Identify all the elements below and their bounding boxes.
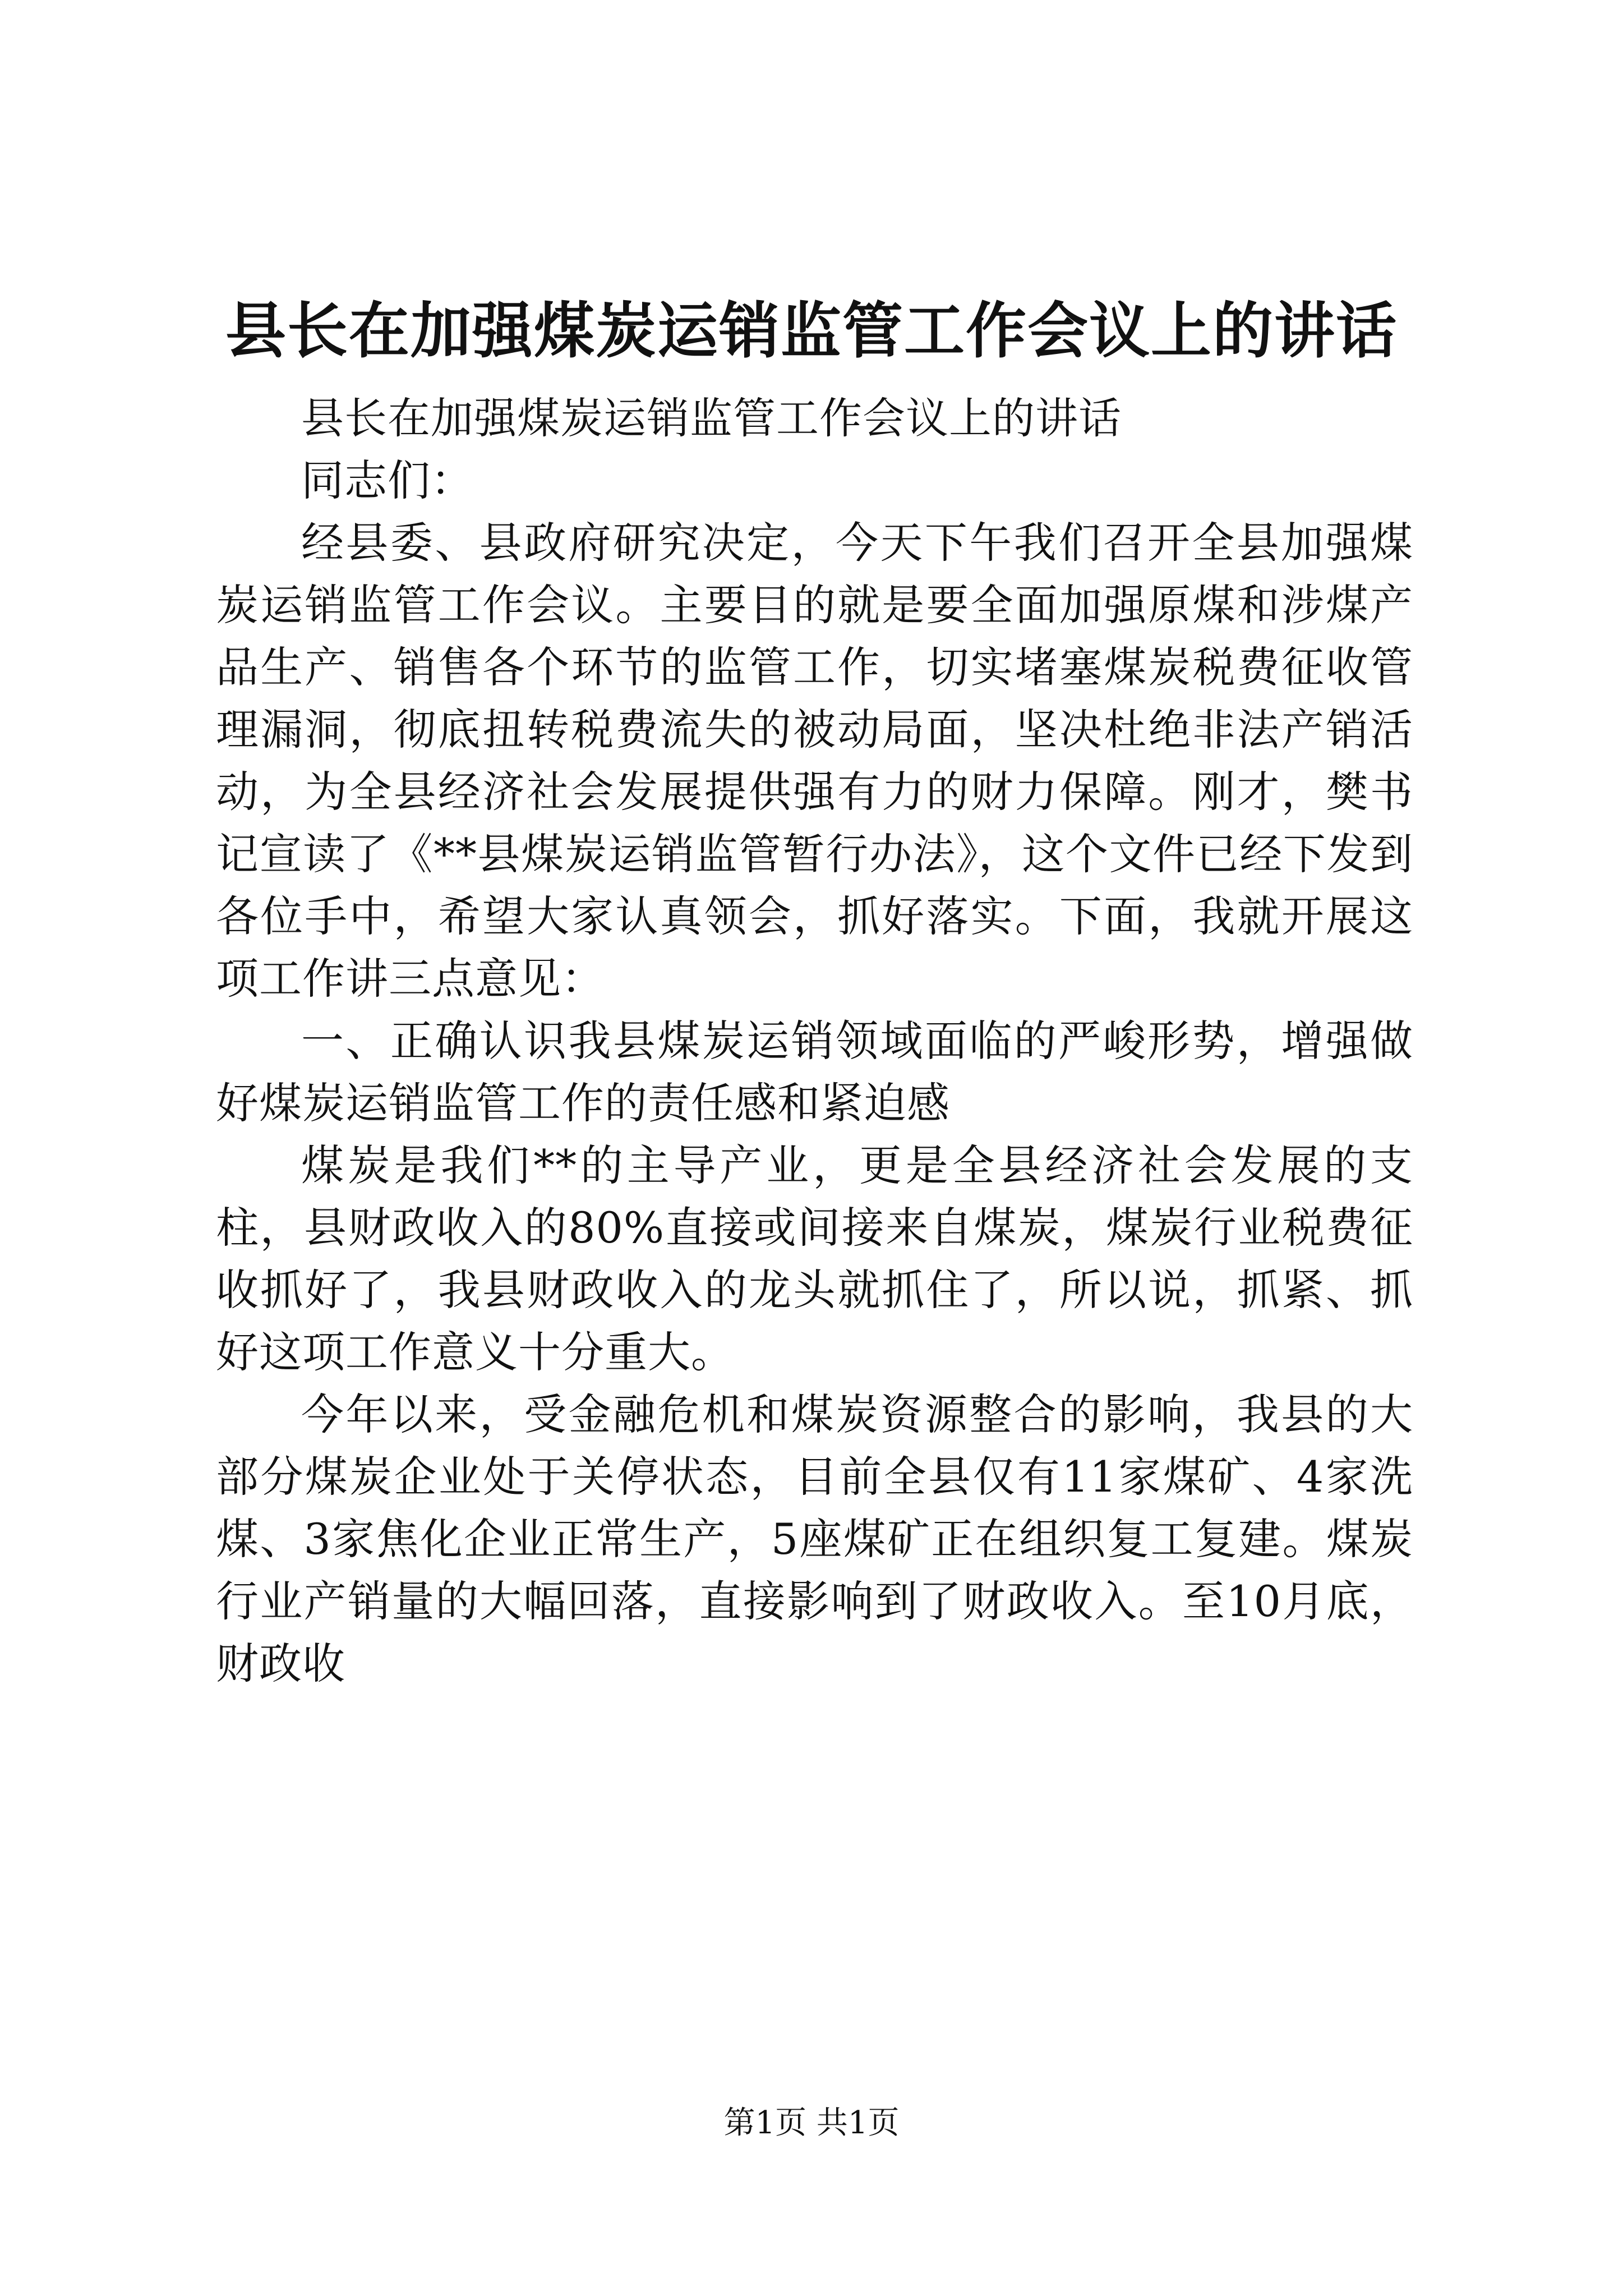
salutation-paragraph: 同志们： — [301, 455, 474, 505]
section-heading-one: 一、正确认识我县煤炭运销领域面临的严峻形势，增强做好煤炭运销监管工作的责任感和紧迫感 — [216, 1016, 1413, 1128]
subtitle-paragraph: 县长在加强煤炭运销监管工作会议上的讲话 — [301, 393, 1122, 443]
body-paragraph: 煤炭是我们**的主导产业，更是全县经济社会发展的支柱，县财政收入的80%直接或间接来自煤炭，煤炭行业税费征收抓好了，我县财政收入的龙头就抓住了，所以说，抓紧、抓好这项工作意义十分重大。 — [216, 1140, 1413, 1377]
document-title: 县长在加强煤炭运销监管工作会议上的讲话 — [225, 296, 1398, 366]
body-paragraph: 今年以来，受金融危机和煤炭资源整合的影响，我县的大部分煤炭企业处于关停状态，目前全县仅有11家煤矿、4家洗煤、3家焦化企业正常生产，5座煤矿正在组织复工复建。煤炭行业产销量的大幅回落，直接影响到了财政收入。至10月底，财政收 — [216, 1389, 1413, 1688]
intro-paragraph: 经县委、县政府研究决定，今天下午我们召开全县加强煤炭运销监管工作会议。主要目的就是要全面加强原煤和涉煤产品生产、销售各个环节的监管工作，切实堵塞煤炭税费征收管理漏洞，彻底扭转税费流失的被动局面，坚决杜绝非法产销活动，为全县经济社会发展提供强有力的财力保障。刚才，樊书记宣读了《**县煤炭运销监管暂行办法》，这个文件已经下发到各位手中，希望大家认真领会，抓好落实。下面，我就开展这项工作讲三点意见： — [216, 518, 1413, 1004]
document-body — [216, 387, 1413, 1695]
page-footer: 第1页 共1页 — [723, 2105, 900, 2141]
